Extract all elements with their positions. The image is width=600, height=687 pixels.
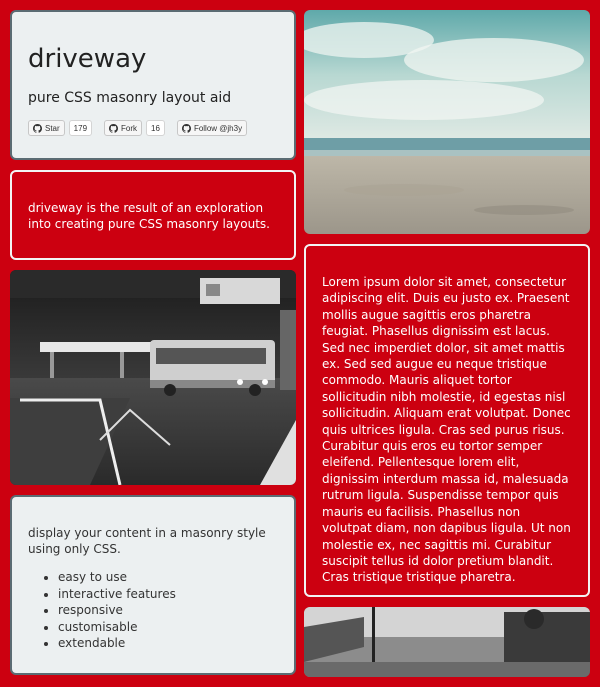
star-label: Star <box>45 123 60 133</box>
fork-count[interactable]: 16 <box>146 120 165 136</box>
title-card <box>10 10 296 160</box>
follow-button[interactable] <box>177 120 247 136</box>
follow-label: Follow @jh3y <box>193 123 243 133</box>
features-lead: display your content in a masonry style using only CSS. <box>28 526 266 556</box>
city-image <box>304 607 590 677</box>
star-button[interactable] <box>28 120 65 136</box>
right-column <box>304 10 590 687</box>
bus-station-image <box>10 270 296 485</box>
fork-label: Fork <box>121 123 138 133</box>
github-icon <box>182 124 191 133</box>
lorem-text: Lorem ipsum dolor sit amet, consectetur adipiscing elit. Duis eu justo ex. Praesent mollis augue sagittis eros pharetra feugiat. Phasellus dignissim est lacus. Sed nec imperdiet dolor, sit amet mattis ex. Sed sed augue eu neque tristique commodo. Mauris aliquet tortor sollicitudin nibh molestie, id egestas nisl sollicitudin. Aliquam erat volutpat. Donec quis ultrices ligula. Cras sed purus risus. Curabitur quis eros eu tortor semper eleifend. Pellentesque lorem elit, dignissim interdum massa id, malesuada rutrum ligula. Suspendisse tempor quis mauris eu facilisis. Phasellus non volutpat diam, non dapibus ligula. Ut non molestie ex, nec sagittis mi. Curabitur suscipit tellus id dolor pretium blandit. Cras tristique tristique pharetra. <box>322 275 571 585</box>
list-item: • extendable <box>58 635 278 652</box>
left-column <box>10 10 296 685</box>
github-icon <box>33 124 42 133</box>
github-buttons <box>28 120 278 136</box>
star-count[interactable]: 179 <box>69 120 92 136</box>
beach-photo <box>304 10 590 234</box>
list-item: • responsive <box>58 602 278 619</box>
fork-button[interactable] <box>104 120 142 136</box>
lorem-card <box>304 244 590 597</box>
city-photo <box>304 607 590 677</box>
beach-image <box>304 10 590 234</box>
github-icon <box>109 124 118 133</box>
page-subtitle: pure CSS masonry layout aid <box>28 90 232 106</box>
features-list <box>28 569 278 652</box>
list-item: • easy to use <box>58 569 278 586</box>
intro-card <box>10 170 296 260</box>
list-item: • customisable <box>58 619 278 636</box>
page-title: driveway <box>28 44 147 74</box>
features-card <box>10 495 296 675</box>
bus-station-photo <box>10 270 296 485</box>
list-item: • interactive features <box>58 586 278 603</box>
intro-text: driveway is the result of an exploration into creating pure CSS masonry layouts. <box>28 201 270 231</box>
